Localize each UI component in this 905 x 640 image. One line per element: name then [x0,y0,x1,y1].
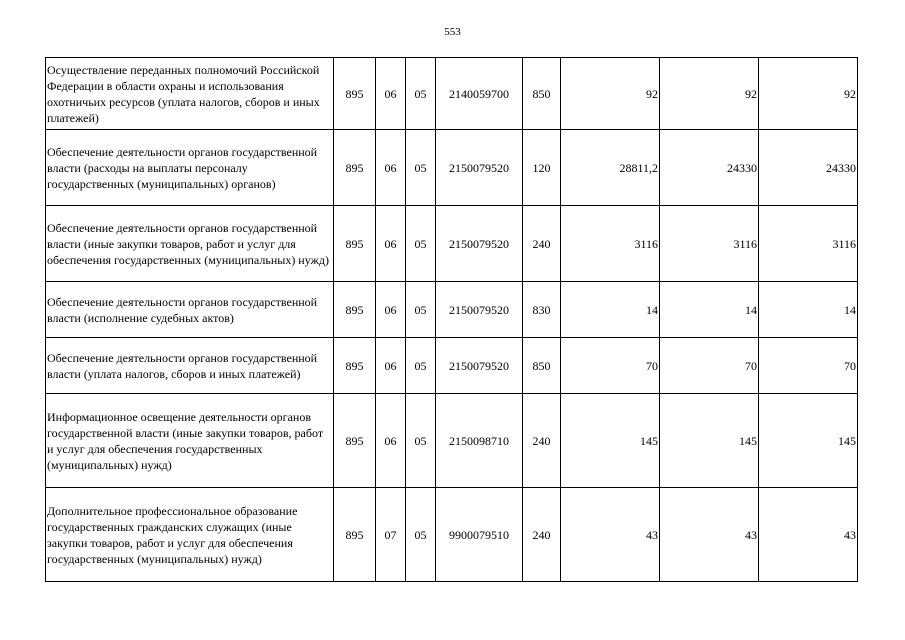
expense-type-cell: 850 [523,58,561,130]
section-code-cell: 06 [376,206,406,282]
amount-1-cell: 145 [561,394,660,488]
amount-1-cell: 14 [561,282,660,338]
amount-1-cell: 28811,2 [561,130,660,206]
amount-1-cell: 70 [561,338,660,394]
description-cell: Дополнительное профессиональное образование государственных гражданских служащих (иные закупки товаров, работ и услуг для обеспечения государственных (муниципальных) нужд) [46,488,334,582]
amount-2-cell: 70 [660,338,759,394]
section-code-cell: 06 [376,282,406,338]
description-cell: Обеспечение деятельности органов государственной власти (иные закупки товаров, работ и услуг для обеспечения государственных (муниципальных) нужд) [46,206,334,282]
section-code-cell: 06 [376,338,406,394]
table-row [46,282,858,338]
description-cell: Обеспечение деятельности органов государственной власти (исполнение судебных актов) [46,282,334,338]
expense-type-cell: 120 [523,130,561,206]
target-article-cell: 2150079520 [436,282,523,338]
amount-2-cell: 92 [660,58,759,130]
amount-2-cell: 14 [660,282,759,338]
amount-1-cell: 43 [561,488,660,582]
section-code-cell: 06 [376,130,406,206]
target-article-cell: 9900079510 [436,488,523,582]
subsection-code-cell: 05 [406,130,436,206]
amount-2-cell: 3116 [660,206,759,282]
expense-type-cell: 850 [523,338,561,394]
expense-type-cell: 240 [523,206,561,282]
ministry-code-cell: 895 [334,282,376,338]
table-row [46,206,858,282]
target-article-cell: 2150079520 [436,206,523,282]
target-article-cell: 2150079520 [436,338,523,394]
subsection-code-cell: 05 [406,282,436,338]
ministry-code-cell: 895 [334,394,376,488]
amount-3-cell: 3116 [759,206,858,282]
amount-3-cell: 24330 [759,130,858,206]
amount-2-cell: 43 [660,488,759,582]
table-row [46,394,858,488]
table-row [46,130,858,206]
budget-table [45,57,858,582]
subsection-code-cell: 05 [406,58,436,130]
expense-type-cell: 830 [523,282,561,338]
target-article-cell: 2140059700 [436,58,523,130]
expense-type-cell: 240 [523,394,561,488]
amount-3-cell: 92 [759,58,858,130]
ministry-code-cell: 895 [334,338,376,394]
page-number: 553 [444,26,461,38]
amount-3-cell: 43 [759,488,858,582]
amount-3-cell: 145 [759,394,858,488]
expense-type-cell: 240 [523,488,561,582]
description-cell: Обеспечение деятельности органов государственной власти (уплата налогов, сборов и иных платежей) [46,338,334,394]
section-code-cell: 07 [376,488,406,582]
section-code-cell: 06 [376,394,406,488]
target-article-cell: 2150079520 [436,130,523,206]
table-row [46,488,858,582]
table-row [46,338,858,394]
target-article-cell: 2150098710 [436,394,523,488]
description-cell: Обеспечение деятельности органов государственной власти (расходы на выплаты персоналу государственных (муниципальных) органов) [46,130,334,206]
amount-2-cell: 145 [660,394,759,488]
description-cell: Информационное освещение деятельности органов государственной власти (иные закупки товаров, работ и услуг для обеспечения государственных (муниципальных) нужд) [46,394,334,488]
amount-2-cell: 24330 [660,130,759,206]
subsection-code-cell: 05 [406,488,436,582]
amount-1-cell: 92 [561,58,660,130]
section-code-cell: 06 [376,58,406,130]
amount-3-cell: 70 [759,338,858,394]
ministry-code-cell: 895 [334,206,376,282]
ministry-code-cell: 895 [334,130,376,206]
subsection-code-cell: 05 [406,394,436,488]
amount-3-cell: 14 [759,282,858,338]
subsection-code-cell: 05 [406,206,436,282]
subsection-code-cell: 05 [406,338,436,394]
ministry-code-cell: 895 [334,488,376,582]
table-row [46,58,858,130]
ministry-code-cell: 895 [334,58,376,130]
amount-1-cell: 3116 [561,206,660,282]
description-cell: Осуществление переданных полномочий Российской Федерации в области охраны и использования охотничьих ресурсов (уплата налогов, сборов и иных платежей) [46,58,334,130]
